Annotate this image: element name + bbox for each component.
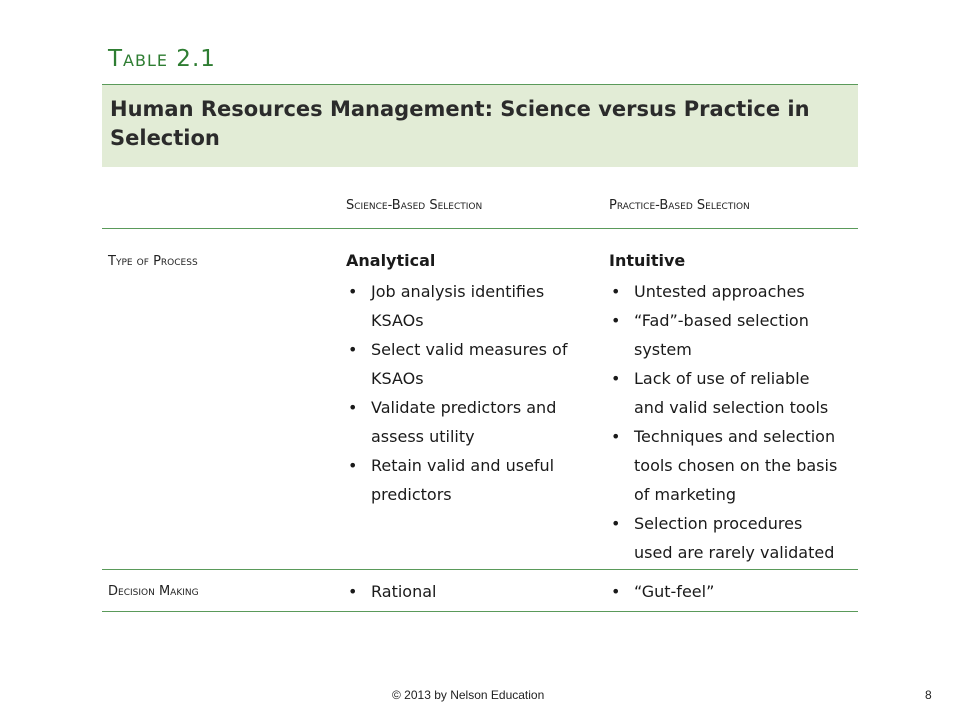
list-item: • Untested approaches [609, 277, 844, 306]
table-label: Table 2.1 [108, 46, 216, 72]
practice-process-heading: Intuitive [609, 251, 686, 270]
science-process-heading: Analytical [346, 251, 436, 270]
science-process-list [346, 277, 581, 509]
practice-process-list [609, 277, 844, 567]
list-item: • Rational [346, 577, 581, 606]
list-item: • Retain valid and useful predictors [346, 451, 581, 509]
divider [102, 611, 858, 612]
table-title: Human Resources Management: Science versus Practice in Selection [110, 97, 810, 150]
divider [102, 228, 858, 229]
row-header-type-of-process: Type of Process [108, 254, 198, 269]
copyright-footer: © 2013 by Nelson Education [392, 688, 545, 702]
title-band [102, 84, 858, 167]
column-header-practice: Practice-Based Selection [609, 198, 750, 213]
list-item: • “Fad”-based selection system [609, 306, 844, 364]
row-header-decision-making: Decision Making [108, 584, 199, 599]
list-item: • Lack of use of reliable and valid selection tools [609, 364, 844, 422]
list-item: • Job analysis identifies KSAOs [346, 277, 581, 335]
practice-decision-list [609, 577, 844, 606]
list-item: • Select valid measures of KSAOs [346, 335, 581, 393]
science-decision-list [346, 577, 581, 606]
list-item: • Validate predictors and assess utility [346, 393, 581, 451]
list-item: • Selection procedures used are rarely validated [609, 509, 844, 567]
page-number: 8 [925, 688, 932, 702]
column-header-science: Science-Based Selection [346, 198, 483, 213]
list-item: • “Gut-feel” [609, 577, 844, 606]
divider [102, 569, 858, 570]
list-item: • Techniques and selection tools chosen on the basis of marketing [609, 422, 844, 509]
